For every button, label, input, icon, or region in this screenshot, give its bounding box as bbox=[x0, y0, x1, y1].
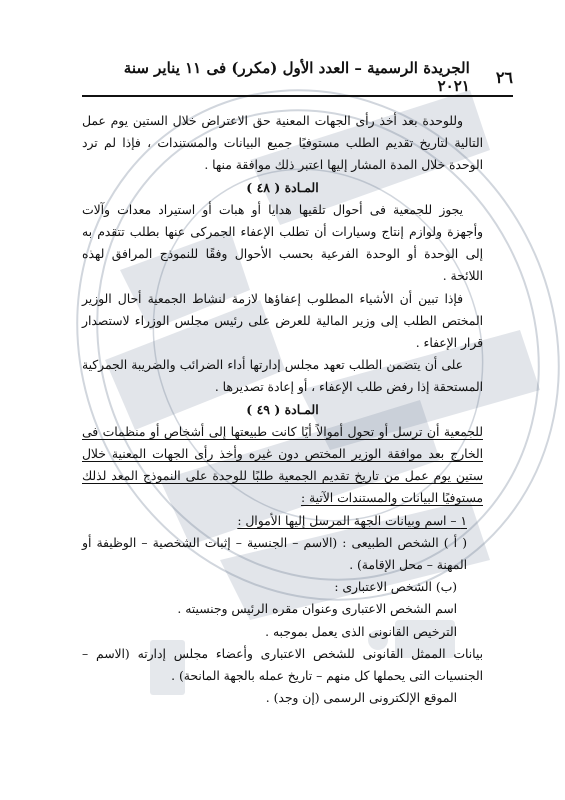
page-number: ٢٦ bbox=[495, 67, 513, 87]
header-divider bbox=[82, 95, 513, 97]
article-49-heading: المـادة ( ٤٩ ) bbox=[246, 401, 319, 417]
paragraph-exemption-referral: فإذا تبين أن الأشياء المطلوب إعفاؤها لازمة لنشاط الجمعية أحال الوزير المختص الطلب إلى وزير المالية للعرض على رئيس مجلس الوزراء لاستصدار قرار الإعفاء . bbox=[82, 291, 483, 351]
paragraph-funds-transfer: للجمعية أن ترسل أو تحول أموالاً أيًا كانت طبيعتها إلى أشخاص أو منظمات فى الخارج بعد موافقة الوزير المختص دون غيره وأخذ رأى الجهات المعنية خلال ستين يوم عمل من تاريخ تقديم الجمعية طلبًا للوحدة على النموذج المعد لذلك مستوفيًا البيانات والمستندات الآتية : bbox=[82, 424, 483, 506]
list-item-natural-person: ( أ ) الشخص الطبيعى : (الاسم – الجنسية – إثبات الشخصية – الوظيفة أو المهنة – محل الإقامة) . bbox=[82, 535, 467, 573]
paragraph-objection-period: وللوحدة بعد أخذ رأى الجهات المعنية حق الاعتراض خلال الستين يوم عمل التالية لتاريخ تقديم الطلب مستوفيًا جميع البيانات والمستندات ، فإذا لم ترد الوحدة خلال المدة المشار إليها اعتبر ذلك موافقة منها . bbox=[82, 114, 483, 173]
page-header bbox=[88, 59, 513, 95]
paragraph-tax-undertaking: على أن يتضمن الطلب تعهد مجلس إدارتها أداء الضرائب والضريبة الجمركية المستحقة إذا رفض طلب الإعفاء ، أو إعادة تصديرها . bbox=[82, 358, 483, 395]
article-48-heading: المـادة ( ٤٨ ) bbox=[246, 179, 319, 195]
legal-person-license-line: الترخيص القانونى الذى يعمل بموجبه . bbox=[265, 624, 457, 639]
legal-person-representative-line: بيانات الممثل القانونى للشخص الاعتبارى وأعضاء مجلس إدارته (الاسم – الجنسيات التى يحملها كل منهم – تاريخ عمله بالجهة المانحة) . bbox=[82, 646, 483, 684]
paragraph-customs-exemption: يجوز للجمعية فى أحوال تلقيها هدايا أو هبات أو استيراد معدات وآلات وأجهزة ولوازم إنتاج وسيارات أن تطلب الإعفاء الجمركى عنها بطلب تتقدم به إلى الوحدة أو الوحدة الفرعية بحسب الأحوال وفقًا للنموذج المرافق لهذه اللائحة . bbox=[82, 202, 483, 284]
list-item-recipient-data: ١ – اسم وبيانات الجهة المرسل إليها الأموال : bbox=[237, 513, 467, 528]
legal-person-name-line: اسم الشخص الاعتبارى وعنوان مقره الرئيس وجنسيته . bbox=[177, 602, 457, 617]
document-body bbox=[82, 110, 483, 709]
gazette-header-title: الجريدة الرسمية – العدد الأول (مكرر) فى ١١ يناير سنة ٢٠٢١ bbox=[123, 59, 470, 95]
list-item-legal-person: (ب) الشخص الاعتبارى : bbox=[334, 580, 457, 595]
legal-person-website-line: الموقع الإلكترونى الرسمى (إن وجد) . bbox=[265, 691, 457, 706]
